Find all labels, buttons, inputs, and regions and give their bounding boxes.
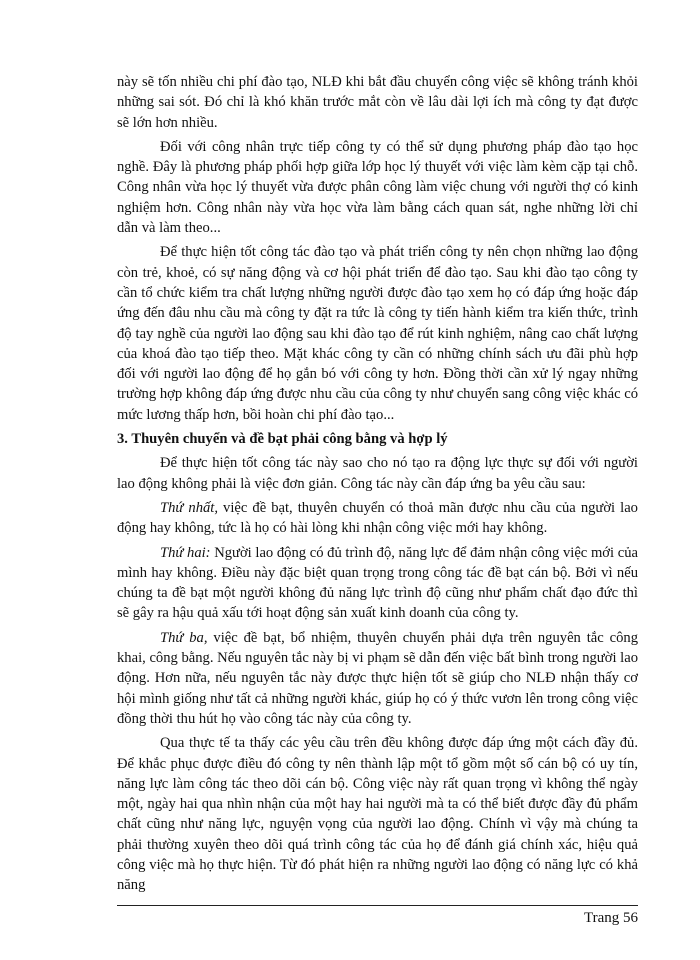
paragraph-8: Qua thực tế ta thấy các yêu cầu trên đều không được đáp ứng một cách đầy đủ. Để khắc phục được điều đó công ty nên thành lập một tổ gồm một số cán bộ có uy tín, năng lực làm công tác theo dõi cán bộ. Công việc này rất quan trọng vì không thể ngày một, ngày hai qua nhìn nhận của một hay hai người mà ta có thể biết được đầy đủ phẩm chất cũng như năng lực, nguyện vọng của người lao động. Chính vì vậy mà chúng ta phải thường xuyên theo dõi quá trình công tác của họ để đánh giá chính xác, hiệu quả công việc mà họ thực hiện. Từ đó phát hiện ra những người lao động có năng lực có khả năng bbox=[117, 735, 638, 894]
paragraph-7-lead: Thứ ba, bbox=[160, 629, 208, 646]
paragraph-3: Để thực hiện tốt công tác đào tạo và phát triển công ty nên chọn những lao động còn trẻ, khoẻ, có sự năng động và cơ hội phát triển để đào tạo. Sau khi đào tạo công ty cần tổ chức kiểm tra chất lượng những người được đào tạo xem họ có đáp ứng hoặc đáp ứng đến đâu nhu cầu mà công ty đặt ra tức là công ty tiến hành kiểm tra kiến thức, trình độ tay nghề của người lao động sau khi đào tạo để rút kinh nghiệm, nâng cao chất lượng của khoá đào tạo tiếp theo. Mặt khác công ty cần có những chính sách ưu đãi phù hợp đối với người lao động để họ gắn bó với công ty hơn. Đồng thời cần xử lý ngay những trường hợp không đáp ứng được nhu cầu của công ty như chuyển sang công việc khác có mức lương thấp hơn, bồi hoàn chi phí đào tạo... bbox=[117, 244, 638, 423]
section-heading: 3. Thuyên chuyển và đề bạt phải công bằng và hợp lý bbox=[117, 431, 448, 448]
paragraph-6 bbox=[117, 543, 638, 624]
paragraph-2: Đối với công nhân trực tiếp công ty có thể sử dụng phương pháp đào tạo học nghề. Đây là phương pháp phối hợp giữa lớp học lý thuyết với việc làm kèm cặp tại chỗ. Công nhân vừa học lý thuyết vừa được phân công làm việc chung với người thợ có kinh nghiệm hơn. Công nhân này vừa học vừa làm bằng cách quan sát, nghe những lời chỉ dẫn và làm theo... bbox=[117, 138, 638, 237]
paragraph-6-lead: Thứ hai: bbox=[160, 544, 211, 561]
paragraph-1: này sẽ tốn nhiều chi phí đào tạo, NLĐ khi bắt đầu chuyển công việc sẽ không tránh khỏi những sai sót. Đó chỉ là khó khăn trước mắt còn về lâu dài lợi ích mà công ty đạt được sẽ lớn hơn nhiều. bbox=[117, 74, 638, 131]
page-body bbox=[117, 72, 638, 900]
page-number: Trang 56 bbox=[583, 910, 638, 926]
paragraph-5 bbox=[117, 498, 638, 539]
paragraph-7 bbox=[117, 628, 638, 729]
footer-divider bbox=[117, 905, 638, 906]
paragraph-4: Để thực hiện tốt công tác này sao cho nó tạo ra động lực thực sự đối với người lao động không phải là việc đơn giản. Công tác này cần đáp ứng ba yêu cầu sau: bbox=[117, 455, 638, 492]
paragraph-6-text: Người lao động có đủ trình độ, năng lực để đảm nhận công việc mới của mình hay không. Điều này đặc biệt quan trọng trong công tác đề bạt cán bộ. Bởi vì nếu chúng ta đề bạt một người không đủ năng lực trình độ cũng như phẩm chất đạo đức thì sẽ gây ra hậu quả xấu tới hoạt động sản xuất kinh doanh của công ty. bbox=[117, 544, 638, 622]
paragraph-5-text: việc đề bạt, thuyên chuyển có thoả mãn được nhu cầu của người lao động hay không, tức là họ có hài lòng khi nhận công việc mới hay không. bbox=[117, 499, 638, 537]
paragraph-5-lead: Thứ nhất, bbox=[160, 499, 219, 516]
paragraph-7-text: việc đề bạt, bổ nhiệm, thuyên chuyển phải dựa trên nguyên tắc công khai, công bằng. Nếu nguyên tắc này bị vi phạm sẽ dẫn đến việc bất bình trong người lao động. Hơn nữa, nếu nguyên tắc này được thực hiện tốt sẽ giúp cho NLĐ nhận thấy cơ hội mình giống như tất cả những người khác, giúp họ có ý thức vươn lên trong công việc đồng thời thu hút họ vào công tác này của công ty. bbox=[117, 629, 638, 727]
